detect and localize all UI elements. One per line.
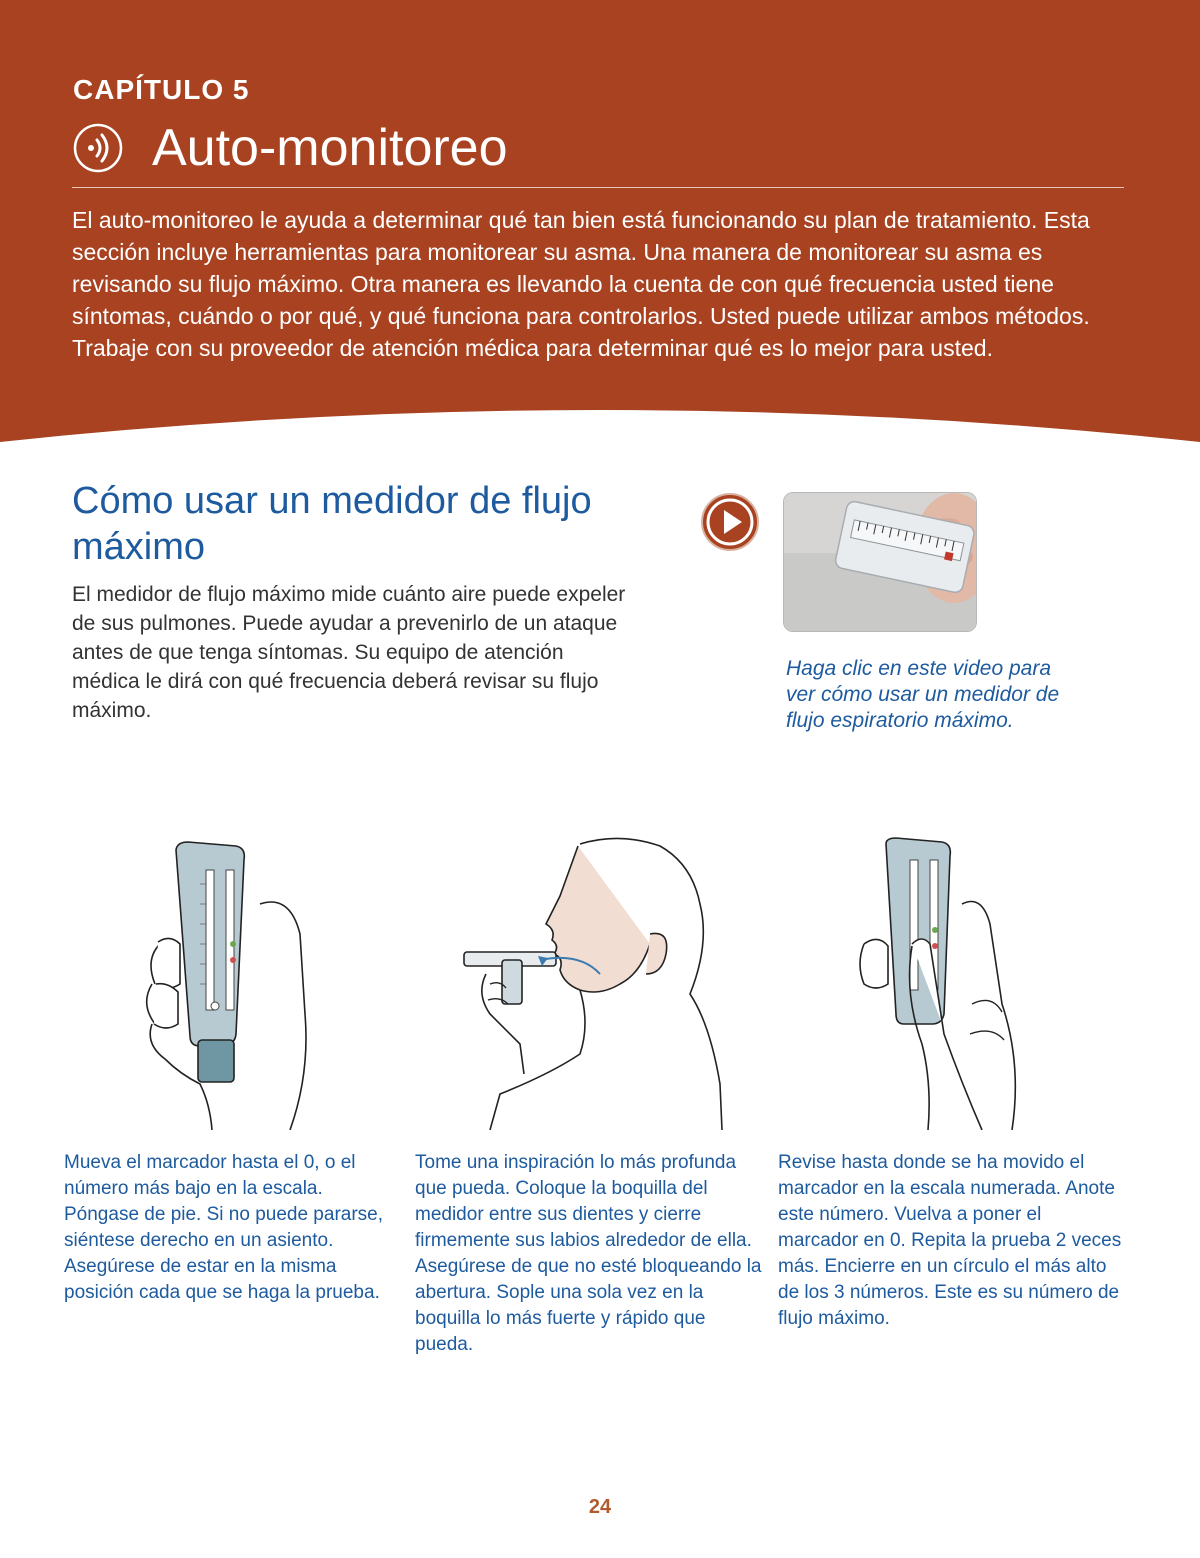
chapter-title: Auto-monitoreo: [152, 119, 508, 177]
chapter-intro: El auto-monitoreo le ayuda a determinar qué tan bien está funcionando su plan de tratamiento. Esta sección incluye herramientas para monitorear su asma. Una manera de monitorear su asma es revisando su flujo máximo. Otra manera es llevando la cuenta de con qué frecuencia usted tiene síntomas, cuándo o por qué, y qué funciona para controlarlos. Usted puede utilizar ambos métodos. Trabaje con su proveedor de atención médica para determinar qué es lo mejor para usted.: [72, 207, 1090, 361]
step-3-text: Revise hasta donde se ha movido el marcador en la escala numerada. Anote este número. Vuelva a poner el marcador en 0. Repita la prueba 2 veces más. Encierre en un círculo el más alto de los 3 números. Este es su número de flujo máximo.: [778, 1152, 1122, 1329]
page-number: 24: [588, 1496, 612, 1518]
play-video-button[interactable]: [700, 492, 760, 552]
video-thumbnail[interactable]: [783, 492, 977, 632]
chapter-label: CAPÍTULO 5: [73, 74, 250, 105]
signal-waves-icon: [72, 122, 124, 174]
title-divider: [72, 187, 1124, 188]
step-1-text: Mueva el marcador hasta el 0, o el número más bajo en la escala. Póngase de pie. Si no puede pararse, siéntese derecho en un asiento. Asegúrese de estar en la misma posición cada que se haga la prueba.: [64, 1152, 384, 1303]
meter-in-hand-illustration: [140, 834, 320, 1130]
step-2-text: Tome una inspiración lo más profunda que pueda. Coloque la boquilla del medidor entre sus dientes y cierre firmemente sus labios alrededor de ella. Asegúrese de que no esté bloqueando la abertura. Sople una sola vez en la boquilla lo más fuerte y rápido que pueda.: [415, 1152, 762, 1355]
section-text: El medidor de flujo máximo mide cuánto aire puede expeler de sus pulmones. Puede ayudar a prevenirlo de un ataque antes de que tenga síntomas. Su equipo de atención médica le dirá con qué frecuencia deberá revisar su flujo máximo.: [72, 583, 626, 722]
video-caption: Haga clic en este video para ver cómo usar un medidor de flujo espiratorio máximo.: [786, 657, 1060, 732]
play-icon: [700, 492, 760, 552]
person-blowing-illustration: [460, 834, 730, 1130]
reading-meter-illustration: [852, 834, 1032, 1130]
section-heading: Cómo usar un medidor de flujo máximo: [72, 480, 592, 568]
